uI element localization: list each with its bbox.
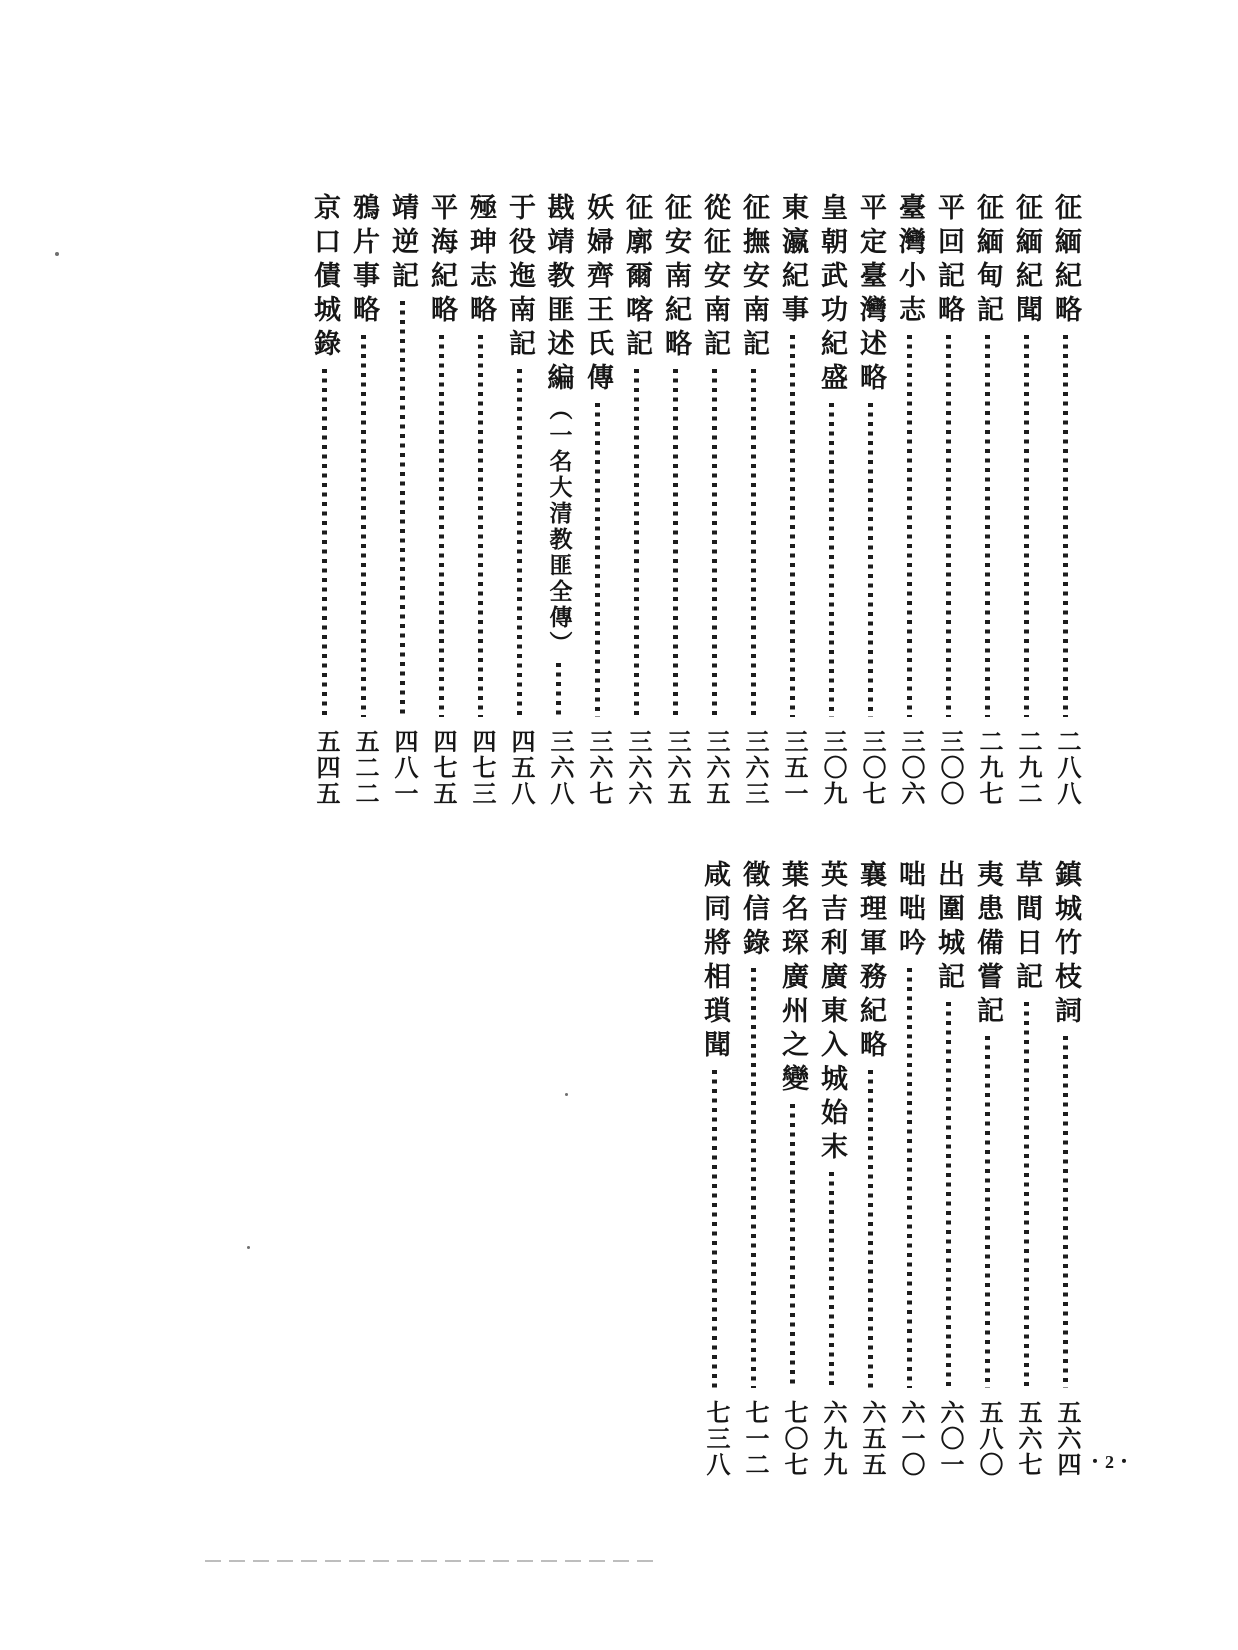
toc-entry-page-number: 七三八 (702, 1400, 728, 1478)
toc-entry-title: 葉名琛廣州之變 (778, 860, 808, 1098)
toc-entry-page-number: 六〇一 (936, 1400, 962, 1478)
toc-entry (929, 860, 968, 1478)
dotted-leader (400, 301, 405, 717)
dotted-leader (907, 968, 912, 1388)
toc-entry (1046, 193, 1085, 807)
toc-entry-page-number: 二八八 (1053, 729, 1079, 807)
dotted-leader (829, 1172, 834, 1388)
dotted-leader (361, 335, 366, 717)
toc-entry (812, 193, 851, 807)
toc-entry-page-number: 三〇九 (819, 729, 845, 807)
toc-entry-page-number: 六一〇 (897, 1400, 923, 1478)
toc-entry-title: 東瀛紀事 (778, 193, 808, 329)
toc-entry-title: 從征安南記 (700, 193, 730, 363)
dotted-leader (907, 335, 912, 717)
toc-entry (539, 193, 578, 807)
dotted-leader (712, 1070, 717, 1388)
toc-entry-page-number: 三〇〇 (936, 729, 962, 807)
toc-entry (851, 193, 890, 807)
toc-entry (890, 193, 929, 807)
dotted-leader (517, 369, 522, 717)
toc-entry (305, 193, 344, 807)
dotted-leader (322, 369, 327, 717)
dotted-leader (673, 369, 678, 717)
toc-entry-title: 草間日記 (1012, 860, 1042, 996)
dotted-leader (829, 403, 834, 717)
toc-entry-title: 妖婦齊王氏傳 (583, 193, 613, 397)
toc-entry (968, 860, 1007, 1478)
toc-block-lower (695, 860, 1085, 1478)
toc-entry-title: 英吉利廣東入城始末 (817, 860, 847, 1166)
toc-entry (773, 193, 812, 807)
dotted-leader (946, 1002, 951, 1388)
toc-entry (617, 193, 656, 807)
toc-entry-page-number: 五八〇 (975, 1400, 1001, 1478)
toc-entry-title: 征緬紀聞 (1012, 193, 1042, 329)
toc-entry-title: 征緬紀略 (1051, 193, 1081, 329)
toc-entry-page-number: 三六五 (702, 729, 728, 807)
toc-entry-title: 殛珅志略 (466, 193, 496, 329)
toc-entry-page-number: 五四五 (312, 729, 338, 807)
scan-artifact-line (205, 1560, 660, 1562)
toc-entry-title: 皇朝武功紀盛 (817, 193, 847, 397)
toc-entry-title: 臺灣小志 (895, 193, 925, 329)
toc-entry-title: 戡靖教匪述編（一名大清教匪全傳） (543, 193, 574, 657)
toc-entry (968, 193, 1007, 807)
dotted-leader (478, 335, 483, 717)
dotted-leader (751, 968, 756, 1388)
toc-entry-page-number: 二九二 (1014, 729, 1040, 807)
toc-entry (851, 860, 890, 1478)
dotted-leader (439, 335, 444, 717)
scan-speck (247, 1246, 250, 1249)
toc-entry-page-number: 三五一 (780, 729, 806, 807)
toc-entry (1007, 860, 1046, 1478)
dotted-leader (790, 1104, 795, 1388)
toc-entry (1007, 193, 1046, 807)
toc-entry-title: 于役迤南記 (505, 193, 535, 363)
toc-entry-page-number: 四五八 (507, 729, 533, 807)
toc-entry-title: 平定臺灣述略 (856, 193, 886, 397)
dotted-leader (595, 403, 600, 717)
toc-entry-page-number: 六五五 (858, 1400, 884, 1478)
toc-entry-page-number: 六九九 (819, 1400, 845, 1478)
toc-entry-page-number: 三六五 (663, 729, 689, 807)
toc-entry-subtitle: （一名大清教匪全傳） (546, 397, 572, 657)
toc-entry-page-number: 四七五 (429, 729, 455, 807)
toc-entry (344, 193, 383, 807)
toc-entry-title: 夷患備嘗記 (973, 860, 1003, 1030)
toc-entry (461, 193, 500, 807)
scan-speck (55, 252, 59, 256)
toc-entry-title: 鴉片事略 (349, 193, 379, 329)
toc-entry-title: 鎮城竹枝詞 (1051, 860, 1081, 1030)
toc-entry-title: 咸同將相瑣聞 (700, 860, 730, 1064)
toc-entry (812, 860, 851, 1478)
dotted-leader (790, 335, 795, 717)
toc-entry-title: 出圍城記 (934, 860, 964, 996)
toc-entry-title: 咄咄吟 (895, 860, 925, 962)
toc-entry (929, 193, 968, 807)
toc-entry (695, 193, 734, 807)
toc-entry-page-number: 三〇七 (858, 729, 884, 807)
toc-entry (695, 860, 734, 1478)
dotted-leader (868, 1070, 873, 1388)
dotted-leader (985, 1036, 990, 1388)
dotted-leader (946, 335, 951, 717)
toc-entry-title: 靖逆記 (388, 193, 418, 295)
dotted-leader (712, 369, 717, 717)
toc-entry-title: 征廓爾喀記 (622, 193, 652, 363)
toc-entry-page-number: 三〇六 (897, 729, 923, 807)
dotted-leader (634, 369, 639, 717)
dotted-leader (1063, 335, 1068, 717)
toc-entry (422, 193, 461, 807)
toc-entry (383, 193, 422, 807)
toc-entry (890, 860, 929, 1478)
toc-entry-page-number: 三六三 (741, 729, 767, 807)
toc-block-upper (305, 193, 1085, 807)
toc-entry-page-number: 五六七 (1014, 1400, 1040, 1478)
toc-entry-title: 徵信錄 (739, 860, 769, 962)
toc-entry-page-number: 四七三 (468, 729, 494, 807)
dotted-leader (556, 663, 561, 717)
toc-entry-page-number: 三六八 (546, 729, 572, 807)
scan-speck (565, 1093, 568, 1096)
toc-entry-title: 征撫安南記 (739, 193, 769, 363)
dotted-leader (1024, 335, 1029, 717)
toc-entry-page-number: 三六七 (585, 729, 611, 807)
dotted-leader (751, 369, 756, 717)
toc-entry (734, 193, 773, 807)
dotted-leader (1063, 1036, 1068, 1388)
toc-entry (500, 193, 539, 807)
toc-entry-title: 平回記略 (934, 193, 964, 329)
dotted-leader (1024, 1002, 1029, 1388)
toc-entry-title: 平海紀略 (427, 193, 457, 329)
toc-entry-page-number: 三六六 (624, 729, 650, 807)
toc-entry (1046, 860, 1085, 1478)
toc-entry-page-number: 二九七 (975, 729, 1001, 807)
page-footer-number: ・2・ (1086, 1452, 1134, 1472)
toc-entry-title: 征安南紀略 (661, 193, 691, 363)
toc-entry-page-number: 七一二 (741, 1400, 767, 1478)
toc-entry (656, 193, 695, 807)
toc-entry (578, 193, 617, 807)
dotted-leader (868, 403, 873, 717)
dotted-leader (985, 335, 990, 717)
toc-entry-page-number: 五二二 (351, 729, 377, 807)
toc-entry (773, 860, 812, 1478)
toc-entry-page-number: 四八一 (390, 729, 416, 807)
toc-entry-title: 襄理軍務紀略 (856, 860, 886, 1064)
toc-entry (734, 860, 773, 1478)
toc-entry-page-number: 五六四 (1053, 1400, 1079, 1478)
toc-entry-title: 征緬甸記 (973, 193, 1003, 329)
toc-entry-title: 京口債城錄 (310, 193, 340, 363)
toc-entry-page-number: 七〇七 (780, 1400, 806, 1478)
